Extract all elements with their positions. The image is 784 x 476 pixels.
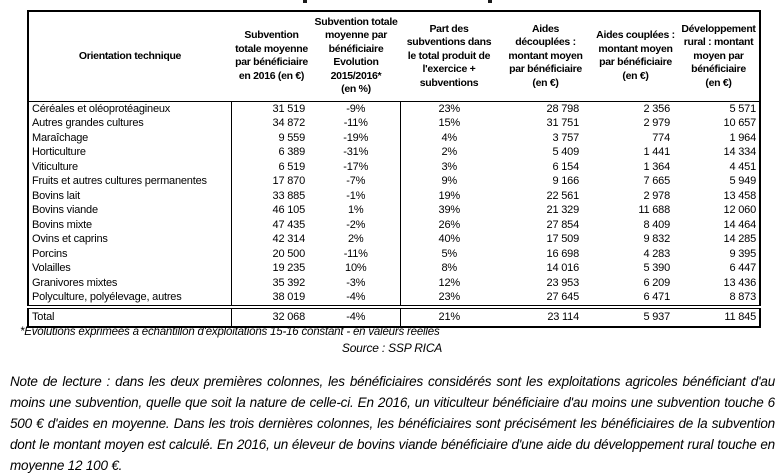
value-cell: 31 751 <box>546 117 579 129</box>
value-cell: 5% <box>441 247 457 260</box>
value-cell: 39% <box>438 204 460 216</box>
clipped-text-fragment <box>303 0 307 3</box>
value-cell: 6 447 <box>729 262 756 274</box>
value-cell: 19% <box>438 189 460 202</box>
value-cell: -4% <box>312 307 400 327</box>
value-cell: -7% <box>312 174 400 189</box>
table-row <box>28 276 760 291</box>
value-cell: 21% <box>400 307 498 327</box>
orientation-label: Granivores mixtes <box>28 276 231 291</box>
column-header-3: Part des subventions dans le total produit de l'exercice + subventions <box>400 11 498 101</box>
orientation-label: Bovins viande <box>28 203 231 218</box>
value-cell: 4 451 <box>729 160 756 173</box>
value-cell: 6 519 <box>278 160 305 173</box>
value-cell: -2% <box>312 218 400 233</box>
value-cell: 12 060 <box>723 204 756 216</box>
table-row <box>28 101 760 116</box>
column-header-4: Aides découplées : montant moyen par bénéficiaire (en €) <box>498 11 593 101</box>
footnote: *Evolutions exprimées à échantillon d'exploitations 15-16 constant - en valeurs réelles <box>20 326 440 338</box>
value-cell: 6 389 <box>278 146 305 158</box>
column-header-5: Aides couplées : montant moyen par bénéficiaire (en €) <box>593 11 678 101</box>
value-cell: 13 458 <box>723 189 756 202</box>
value-cell: 17 509 <box>546 233 579 245</box>
value-cell: -9% <box>312 101 400 116</box>
orientation-label: Autres grandes cultures <box>28 116 231 131</box>
value-cell: 22 561 <box>546 189 579 202</box>
value-cell: -19% <box>312 131 400 146</box>
orientation-label: Fruits et autres cultures permanentes <box>28 174 231 189</box>
value-cell: 14 464 <box>723 218 756 231</box>
table-row <box>28 290 760 307</box>
value-cell: 5 949 <box>729 175 756 187</box>
column-header-6: Développement rural : montant moyen par bénéficiaire (en €) <box>678 11 760 101</box>
value-cell: 34 872 <box>272 117 305 129</box>
value-cell: 9% <box>441 175 457 187</box>
column-header-0: Orientation technique <box>28 11 231 101</box>
table-row <box>28 174 760 189</box>
value-cell: 15% <box>438 117 460 129</box>
column-header-2: Subvention totale moyenne par bénéficiaire Evolution 2015/2016* (en %) <box>312 11 400 101</box>
value-cell: 16 698 <box>546 247 579 260</box>
value-cell: 774 <box>652 131 670 144</box>
value-cell: 7 665 <box>643 175 670 187</box>
value-cell: 19 235 <box>272 262 305 274</box>
value-cell: 3 757 <box>552 131 579 144</box>
value-cell: 42 314 <box>272 233 305 245</box>
value-cell: 1 364 <box>643 160 670 173</box>
value-cell: 2 978 <box>643 189 670 202</box>
value-cell: 27 854 <box>546 218 579 231</box>
value-cell: 3% <box>441 160 457 173</box>
orientation-label: Porcins <box>28 247 231 262</box>
value-cell: 17 870 <box>272 175 305 187</box>
value-cell: 5 409 <box>552 146 579 158</box>
value-cell: 1% <box>312 203 400 218</box>
table-row <box>28 189 760 204</box>
value-cell: 10 657 <box>723 117 756 129</box>
value-cell: 1 441 <box>643 146 670 158</box>
orientation-label: Maraîchage <box>28 131 231 146</box>
value-cell: 28 798 <box>546 102 579 115</box>
value-cell: 8 409 <box>643 218 670 231</box>
table-row <box>28 218 760 233</box>
value-cell: -11% <box>312 247 400 262</box>
value-cell: 33 885 <box>272 189 305 202</box>
value-cell: -31% <box>312 145 400 160</box>
value-cell: 11 845 <box>678 307 760 327</box>
value-cell: 23% <box>438 291 460 303</box>
orientation-label: Céréales et oléoprotéagineux <box>28 101 231 116</box>
subsidies-by-orientation-table <box>27 10 761 328</box>
value-cell: 14 016 <box>546 262 579 274</box>
value-cell: 27 645 <box>546 291 579 303</box>
orientation-label: Viticulture <box>28 160 231 175</box>
table-row <box>28 116 760 131</box>
table-row <box>28 131 760 146</box>
table-row <box>28 247 760 262</box>
header-row <box>28 11 760 101</box>
table-row <box>28 145 760 160</box>
value-cell: 23 953 <box>546 276 579 289</box>
value-cell: 47 435 <box>272 218 305 231</box>
value-cell: 40% <box>438 233 460 245</box>
orientation-label: Bovins mixte <box>28 218 231 233</box>
value-cell: 4% <box>441 131 457 144</box>
orientation-label: Horticulture <box>28 145 231 160</box>
value-cell: 4 283 <box>643 247 670 260</box>
table-header <box>28 11 760 101</box>
value-cell: 35 392 <box>272 276 305 289</box>
value-cell: 38 019 <box>272 291 305 303</box>
orientation-label: Volailles <box>28 261 231 276</box>
value-cell: 5 937 <box>593 307 678 327</box>
reading-note: Note de lecture : dans les deux premières colonnes, les bénéficiaires considérés sont les exploitations agricoles bénéficiant d'au moins une subvention, quelle que soit la nature de celle-ci. En 2016, un viticulteur bénéficiaire d'au moins une subvention touche 6 500 € d'aides en moyenne. Dans les trois dernières colonnes, les bénéficiaires sont précisément les bénéficiaires de la subvention dont le montant moyen est calculé. En 2016, un éleveur de bovins viande bénéficiaire d'une aide du développement rural touche en moyenne 12 100 €. <box>10 374 775 473</box>
value-cell: -4% <box>312 290 400 307</box>
orientation-label: Total <box>28 307 231 327</box>
value-cell: 10% <box>312 261 400 276</box>
value-cell: 9 832 <box>643 233 670 245</box>
value-cell: 6 471 <box>643 291 670 303</box>
value-cell: 32 068 <box>231 307 312 327</box>
value-cell: 12% <box>438 276 460 289</box>
value-cell: 23 114 <box>498 307 593 327</box>
value-cell: 9 559 <box>278 131 305 144</box>
value-cell: -11% <box>312 116 400 131</box>
value-cell: -1% <box>312 189 400 204</box>
total-row <box>28 307 760 327</box>
value-cell: 9 395 <box>729 247 756 260</box>
table-body <box>28 101 760 327</box>
value-cell: 11 688 <box>638 204 670 216</box>
table-row <box>28 160 760 175</box>
value-cell: 2% <box>441 146 457 158</box>
column-header-1: Subvention totale moyenne par bénéficiaire en 2016 (en €) <box>231 11 312 101</box>
clipped-text-fragment <box>488 0 492 3</box>
value-cell: 13 436 <box>723 276 756 289</box>
value-cell: 20 500 <box>272 247 305 260</box>
source-line: Source : SSP RICA <box>341 341 443 355</box>
value-cell: 14 334 <box>723 146 756 158</box>
value-cell: 6 154 <box>552 160 579 173</box>
value-cell: 31 519 <box>272 102 305 115</box>
value-cell: 21 329 <box>546 204 579 216</box>
value-cell: 1 964 <box>729 131 756 144</box>
value-cell: 46 105 <box>272 204 305 216</box>
orientation-label: Polyculture, polyélevage, autres <box>28 290 231 307</box>
value-cell: 6 209 <box>643 276 670 289</box>
table-row <box>28 261 760 276</box>
value-cell: 9 166 <box>552 175 579 187</box>
value-cell: 2 979 <box>643 117 670 129</box>
orientation-label: Ovins et caprins <box>28 232 231 247</box>
value-cell: 2% <box>312 232 400 247</box>
value-cell: 26% <box>438 218 460 231</box>
value-cell: 23% <box>438 102 460 115</box>
value-cell: -17% <box>312 160 400 175</box>
value-cell: 8% <box>441 262 457 274</box>
value-cell: 8 873 <box>729 291 756 303</box>
value-cell: 5 571 <box>729 102 756 115</box>
value-cell: 5 390 <box>643 262 670 274</box>
table-row <box>28 232 760 247</box>
value-cell: -3% <box>312 276 400 291</box>
orientation-label: Bovins lait <box>28 189 231 204</box>
table-row <box>28 203 760 218</box>
value-cell: 14 285 <box>723 233 756 245</box>
value-cell: 2 356 <box>643 102 670 115</box>
